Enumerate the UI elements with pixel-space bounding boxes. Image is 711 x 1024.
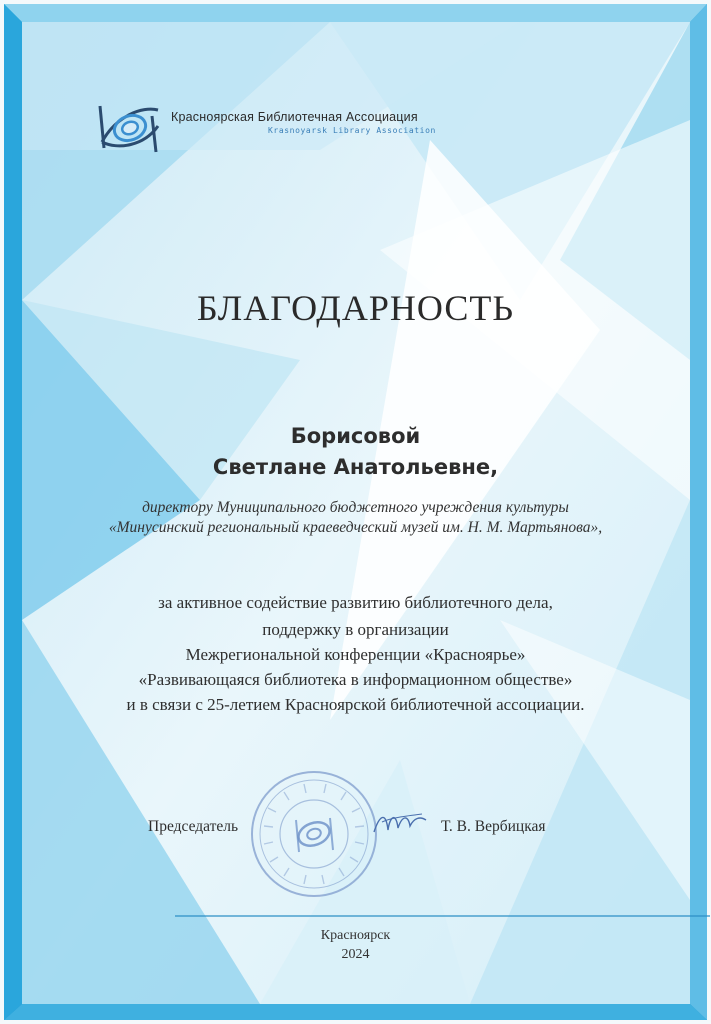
recipient-first-names: Светлане Анатольевне, xyxy=(212,455,499,479)
body-text-line: и в связи с 25-летием Красноярской библиотечной ассоциации. xyxy=(126,695,585,714)
recipient-surname: Борисовой xyxy=(290,424,421,448)
organization-name: Красноярская Библиотечная Ассоциация xyxy=(171,110,418,124)
body-text-line: «Развивающаяся библиотека в информационном обществе» xyxy=(138,670,573,689)
body-text-line: Межрегиональной конференции «Красноярье» xyxy=(185,645,526,664)
organization-name-english: Krasnoyarsk Library Association xyxy=(268,126,436,135)
signatory-name: Т. В. Вербицкая xyxy=(441,818,546,835)
body-text-line: за активное содействие развитию библиотечного дела, xyxy=(158,593,553,612)
certificate-title: БЛАГОДАРНОСТЬ xyxy=(197,288,514,328)
issue-city: Красноярск xyxy=(320,928,391,943)
recipient-position: директору Муниципального бюджетного учреждения культуры xyxy=(142,499,569,516)
issue-year: 2024 xyxy=(341,947,370,962)
signatory-label: Председатель xyxy=(148,818,239,835)
recipient-organization: «Минусинский региональный краеведческий музей им. Н. М. Мартьянова», xyxy=(108,519,603,536)
official-seal-stamp xyxy=(246,768,382,900)
handwritten-signature xyxy=(370,806,430,840)
kba-eye-logo-icon xyxy=(96,96,162,156)
body-text-line: поддержку в организации xyxy=(262,620,449,639)
